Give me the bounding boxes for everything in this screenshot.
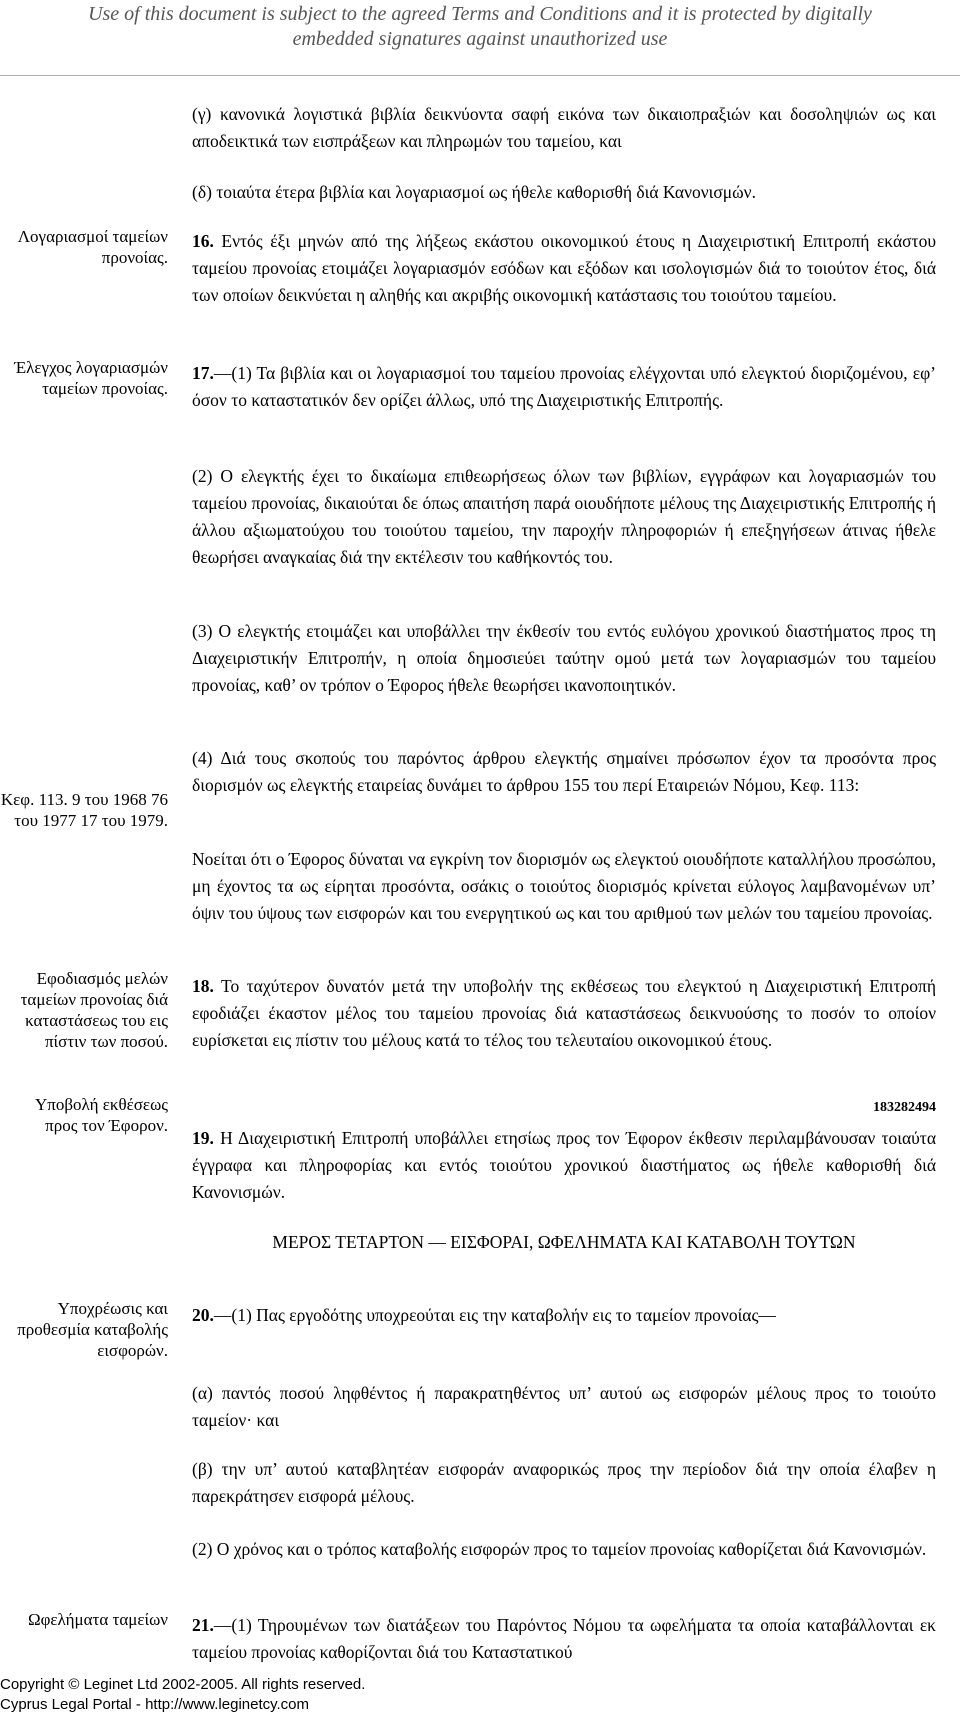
paragraph-delta: (δ) τοιαύτα έτερα βιβλία και λογαριασμοί ως ήθελε καθορισθή διά Κανονισμών.	[192, 182, 756, 202]
section-18-text: Το ταχύτερον δυνατόν μετά την υποβολήν της εκθέσεως του ελεγκτού η Διαχειριστική Επιτροπή εφοδιάζει έκαστον μέλος του ταμείου προνοίας διά καταστάσεως δεικνυούσης το ποσόν το οποίον ευρίσκεται εις πίστιν του μέλους κατά το τέλος του τελευταίου οικονομικού έτους.	[192, 976, 936, 1050]
section-20-alpha: (α) παντός ποσού ληφθέντος ή παρακρατηθέντος υπ’ αυτού ως εισφορών μέλους προς το τοιούτο ταμείον· και	[192, 1383, 936, 1430]
section-17-1	[192, 360, 936, 414]
margin-note-benefits: Ωφελήματα ταμείων	[27, 1610, 168, 1629]
section-19-number: 19.	[192, 1128, 214, 1148]
section-20-1	[192, 1302, 936, 1329]
section-21-1-text: —(1) Τηρουμένων των διατάξεων του Παρόντος Νόμου τα ωφελήματα τα οποία καταβάλλονται εκ ταμείου προνοίας καθορίζονται διά του Καταστατικού	[192, 1615, 936, 1662]
section-17-proviso: Νοείται ότι ο Έφορος δύναται να εγκρίνη τον διορισμόν ως ελεγκτού οιουδήποτε καταλλήλου προσώπου, μη έχοντος τα ως είρηται προσόντα, οσάκις ο τοιούτος διορισμός κρίνεται εύλογος λαμβανομένων υπ’ όψιν του ύψους των εισφορών και του ενεργητικού ως και του αριθμού των μελών του ταμείου προνοίας.	[192, 849, 936, 923]
margin-note-audit: Έλεγχος λογαριασμών ταμείων προνοίας.	[14, 358, 168, 398]
margin-note-members-statements: Εφοδιασμός μελών ταμείων προνοίας διά καταστάσεως του εις πίστιν των ποσού.	[20, 969, 168, 1051]
margin-note-accounts: Λογαριασμοί ταμείων προνοίας.	[17, 227, 168, 267]
terms-header	[0, 0, 960, 76]
footer	[0, 1675, 365, 1715]
section-19	[192, 1125, 936, 1206]
section-17-2: (2) Ο ελεγκτής έχει το δικαίωμα επιθεωρήσεως όλων των βιβλίων, εγγράφων και λογαριασμών του ταμείου προνοίας, δικαιούται δε όπως απαιτήση παρά οιουδήποτε μέλους της Διαχειριστικής Επιτροπής ή άλλου αξιωματούχου του τοιούτου ταμείου, την παροχήν πληροφοριών ή επεξηγήσεων άτινας ήθελε θεωρήσει αναγκαίας διά την εκτέλεσιν του καθήκοντός του.	[192, 466, 936, 567]
section-16	[192, 228, 936, 309]
section-20-number: 20.	[192, 1305, 214, 1325]
section-17-1-text: —(1) Τα βιβλία και οι λογαριασμοί του ταμείου προνοίας ελέγχονται υπό ελεγκτού διοριζομένου, εφ’ όσον το καταστατικόν δεν ορίζει άλλως, υπό της Διαχειριστικής Επιτροπής.	[192, 363, 936, 410]
section-20-beta: (β) την υπ’ αυτού καταβλητέαν εισφοράν αναφορικώς προς την περίοδον διά την οποία έλαβεν η παρεκράτησεν εισφορά μέλους.	[192, 1459, 936, 1506]
paragraph-gamma: (γ) κανονικά λογιστικά βιβλία δεικνύοντα σαφή εικόνα των δικαιοπραξιών και δοσοληψιών ως και αποδεικτικά των εισπράξεων και πληρωμών του ταμείου, και	[192, 104, 936, 151]
margin-note-report-submission: Υποβολή εκθέσεως προς τον Έφορον.	[35, 1095, 168, 1135]
section-21-number: 21.	[192, 1615, 214, 1635]
margin-note-obligations: Υποχρέωσις και προθεσμία καταβολής εισφορών.	[17, 1299, 168, 1360]
section-17-number: 17.	[192, 363, 214, 383]
terms-header-line-2: embedded signatures against unauthorized use	[292, 28, 668, 50]
section-17-4: (4) Διά τους σκοπούς του παρόντος άρθρου ελεγκτής σημαίνει πρόσωπον έχον τα προσόντα προς διορισμόν ως ελεγκτής εταιρείας δυνάμει το άρθρου 155 του περί Εταιρειών Νόμου, Κεφ. 113:	[192, 748, 936, 795]
margin-note-cap-113: Κεφ. 113. 9 του 1968 76 του 1977 17 του 1979.	[0, 790, 168, 830]
section-19-text: Η Διαχειριστική Επιτροπή υποβάλλει ετησίως προς τον Έφορον έκθεσιν περιλαμβάνουσαν τοιαύτα έγγραφα και πληροφορίας και εντός τοιούτου χρονικού διαστήματος ως ήθελε καθορισθή διά Κανονισμών.	[192, 1128, 937, 1202]
section-20-1-text: —(1) Πας εργοδότης υποχρεούται εις την καταβολήν εις το ταμείον προνοίας—	[213, 1305, 776, 1325]
section-20-2: (2) Ο χρόνος και ο τρόπος καταβολής εισφορών προς το ταμείον προνοίας καθορίζεται διά Κανονισμών.	[192, 1539, 927, 1559]
part-four-heading: ΜΕΡΟΣ ΤΕΤΑΡΤΟΝ — ΕΙΣΦΟΡΑΙ, ΩΦΕΛΗΜΑΤΑ ΚΑΙ ΚΑΤΑΒΟΛΗ ΤΟΥΤΩΝ	[272, 1232, 856, 1252]
terms-header-line-1: Use of this document is subject to the agreed Terms and Conditions and it is protected by digitally	[88, 3, 872, 25]
footer-portal-link[interactable]: Cyprus Legal Portal - http://www.leginetcy.com	[0, 1696, 310, 1713]
section-18-number: 18.	[192, 976, 214, 996]
reference-number: 183282494	[873, 1100, 936, 1115]
section-17-3: (3) Ο ελεγκτής ετοιμάζει και υποβάλλει την έκθεσίν του εντός ευλόγου χρονικού διαστήματος προς τη Διαχειριστικήν Επιτροπήν, η οποία δημοσιεύει ταύτην ομού μετά των λογαριασμών του ταμείου προνοίας, καθ’ ον τρόπον ο Έφορος ήθελε θεωρήσει ικανοποιητικόν.	[192, 621, 936, 695]
footer-copyright: Copyright © Leginet Ltd 2002-2005. All rights reserved.	[0, 1676, 366, 1693]
section-16-text: Εντός έξι μηνών από της λήξεως εκάστου οικονομικού έτους η Διαχειριστική Επιτροπή εκάστου ταμείου προνοίας ετοιμάζει λογαριασμόν εσόδων και εξόδων και ισολογισμών διά το τοιούτον έτος, διά των οποίων δεικνύεται η αληθής και ακριβής οικονομική κατάστασις του τοιούτου ταμείου.	[192, 231, 937, 305]
section-18	[192, 973, 936, 1054]
section-21-1	[192, 1612, 936, 1666]
section-16-number: 16.	[192, 231, 214, 251]
